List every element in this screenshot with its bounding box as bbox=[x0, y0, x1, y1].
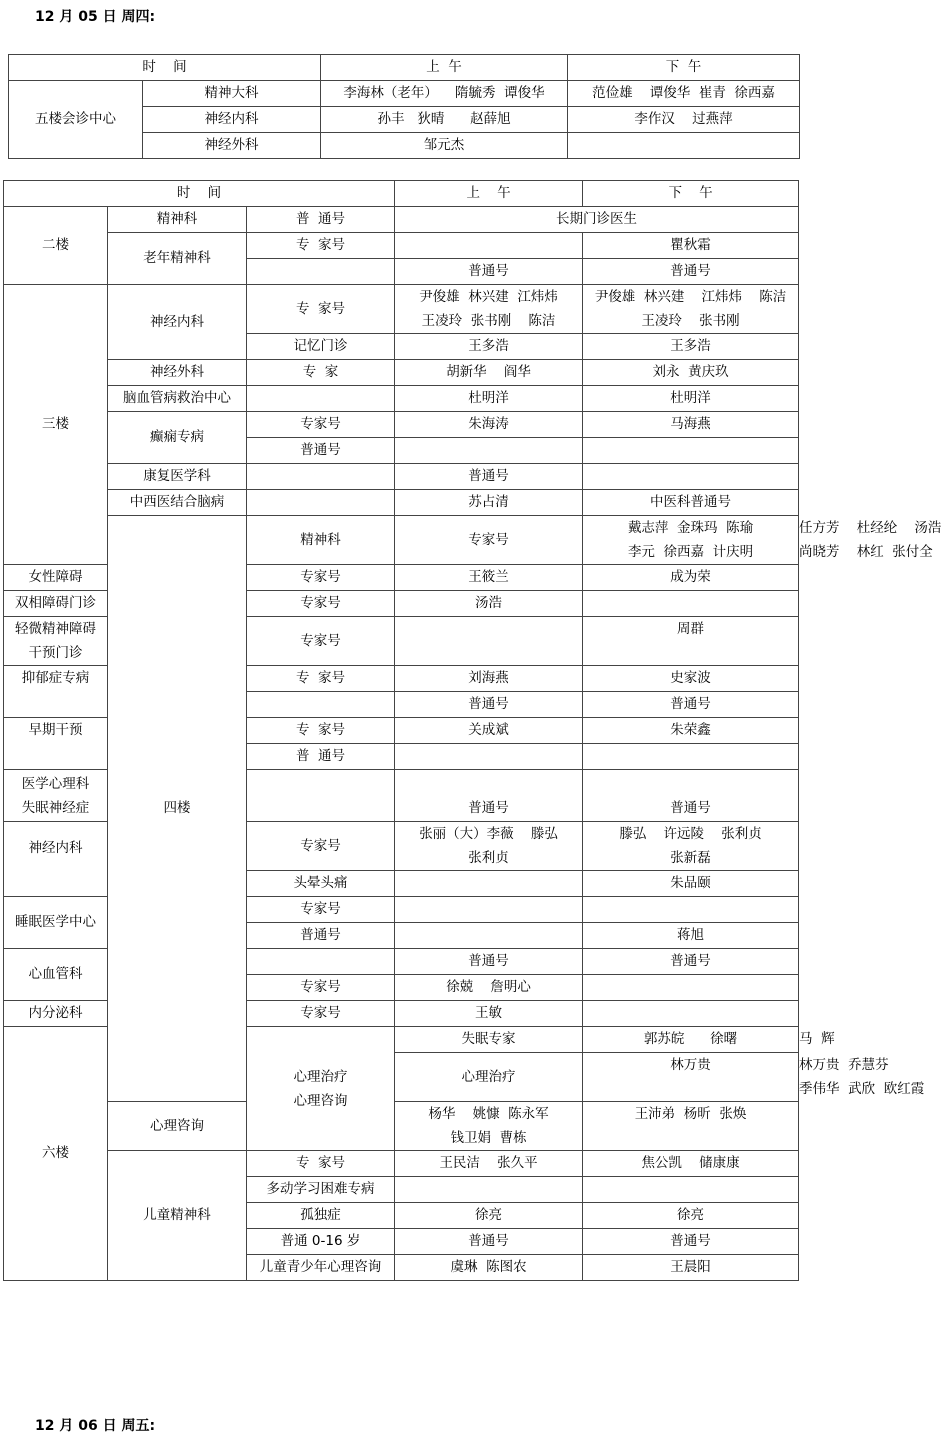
pm-cell bbox=[583, 897, 799, 923]
am-cell: 普通号 bbox=[395, 259, 583, 285]
pm-cell: 朱荣鑫 bbox=[583, 718, 799, 744]
am-cell: 邹元杰 bbox=[321, 133, 568, 159]
am-line: 戴志萍 金珠玛 陈瑜 bbox=[627, 520, 754, 536]
am-cell bbox=[583, 516, 799, 565]
dept-cell: 癫痫专病 bbox=[108, 412, 247, 464]
type-cell: 专家号 bbox=[247, 412, 395, 438]
pm-cell bbox=[583, 591, 799, 617]
dept-line: 心理咨询 bbox=[293, 1092, 348, 1109]
pm-cell: 史家波 bbox=[583, 666, 799, 692]
am-line: 尹俊雄 林兴建 江炜炜 bbox=[419, 289, 558, 305]
dept-cell: 早期干预 bbox=[4, 718, 108, 770]
pm-cell: 成为荣 bbox=[583, 565, 799, 591]
type-cell: 专 家号 bbox=[247, 1151, 395, 1177]
type-cell: 普 通号 bbox=[247, 744, 395, 770]
am-cell: 朱海涛 bbox=[395, 412, 583, 438]
am-cell: 郭苏皖 徐曙 bbox=[583, 1027, 799, 1053]
pm-cell bbox=[583, 744, 799, 770]
dept-cell: 心血管科 bbox=[4, 949, 108, 1001]
pm-cell: 普通号 bbox=[583, 1229, 799, 1255]
floor-label: 四楼 bbox=[108, 516, 247, 1102]
type-cell: 专家号 bbox=[247, 897, 395, 923]
am-cell: 苏占清 bbox=[395, 490, 583, 516]
type-cell: 专家号 bbox=[247, 617, 395, 666]
pm-cell: 蒋旭 bbox=[583, 923, 799, 949]
am-line: 李元 徐西嘉 计庆明 bbox=[627, 544, 754, 560]
dept-line: 医学心理科 bbox=[21, 775, 90, 792]
header-am: 上 午 bbox=[321, 55, 568, 81]
pm-cell: 王沛弟 杨昕 张焕 bbox=[583, 1102, 799, 1151]
dept-cell: 神经内科 bbox=[143, 107, 321, 133]
am-cell bbox=[395, 617, 583, 666]
pm-cell: 朱品颐 bbox=[583, 871, 799, 897]
am-cell: 普通号 bbox=[395, 770, 583, 822]
dept-cell: 神经外科 bbox=[108, 360, 247, 386]
type-cell: 专家号 bbox=[247, 822, 395, 871]
am-cell bbox=[395, 1177, 583, 1203]
floor-label: 六楼 bbox=[4, 1027, 108, 1281]
group-label: 五楼会诊中心 bbox=[9, 81, 143, 159]
pm-cell: 范俭雄 谭俊华 崔青 徐西嘉 bbox=[568, 81, 800, 107]
dept-cell: 老年精神科 bbox=[108, 233, 247, 285]
pm-cell bbox=[568, 133, 800, 159]
dept-cell: 女性障碍 bbox=[4, 565, 108, 591]
type-cell: 专家号 bbox=[247, 975, 395, 1001]
pm-cell: 王晨阳 bbox=[583, 1255, 799, 1281]
am-cell: 林万贵 bbox=[583, 1053, 799, 1102]
dept-line: 干预门诊 bbox=[28, 645, 83, 661]
pm-line: 王凌玲 张书刚 bbox=[641, 313, 740, 329]
am-cell: 王民洁 张久平 bbox=[395, 1151, 583, 1177]
dept-cell: 儿童精神科 bbox=[108, 1151, 247, 1281]
am-cell: 胡新华 阎华 bbox=[395, 360, 583, 386]
table-row bbox=[4, 360, 799, 386]
pm-cell: 焦公凯 储康康 bbox=[583, 1151, 799, 1177]
pm-cell bbox=[583, 822, 799, 871]
dept-cell: 睡眠医学中心 bbox=[4, 897, 108, 949]
am-line: 张利贞 bbox=[468, 850, 509, 866]
table-row bbox=[4, 464, 799, 490]
table-row bbox=[4, 207, 799, 233]
pm-cell: 刘永 黄庆玖 bbox=[583, 360, 799, 386]
am-cell bbox=[395, 1102, 583, 1151]
type-cell: 心理咨询 bbox=[108, 1102, 247, 1151]
pm-cell: 普通号 bbox=[583, 770, 799, 822]
am-cell: 徐亮 bbox=[395, 1203, 583, 1229]
pm-cell bbox=[583, 1001, 799, 1027]
dept-cell: 双相障碍门诊 bbox=[4, 591, 108, 617]
am-cell: 杜明洋 bbox=[395, 386, 583, 412]
dept-cell: 康复医学科 bbox=[108, 464, 247, 490]
am-cell: 普通号 bbox=[395, 1229, 583, 1255]
type-cell: 专家号 bbox=[395, 516, 583, 565]
table-row bbox=[4, 412, 799, 438]
am-cell: 普通号 bbox=[395, 949, 583, 975]
dept-cell: 精神大科 bbox=[143, 81, 321, 107]
outpatient-schedule-table bbox=[3, 180, 941, 1281]
dept-cell: 抑郁症专病 bbox=[4, 666, 108, 718]
type-cell bbox=[247, 949, 395, 975]
header-pm: 下 午 bbox=[583, 181, 799, 207]
am-cell: 王筱兰 bbox=[395, 565, 583, 591]
table-row bbox=[9, 81, 800, 107]
type-cell: 专家号 bbox=[247, 1001, 395, 1027]
am-cell bbox=[395, 897, 583, 923]
am-line: 王凌玲 张书刚 陈洁 bbox=[421, 313, 556, 329]
dept-cell: 精神科 bbox=[247, 516, 395, 565]
dept-line: 失眠神经症 bbox=[21, 799, 90, 816]
pm-cell: 普通号 bbox=[583, 949, 799, 975]
am-cell: 徐兢 詹明心 bbox=[395, 975, 583, 1001]
type-cell: 失眠专家 bbox=[395, 1027, 583, 1053]
table-header-row bbox=[4, 181, 799, 207]
am-cell: 普通号 bbox=[395, 692, 583, 718]
type-cell: 多动学习困难专病 bbox=[247, 1177, 395, 1203]
ampm-cell: 长期门诊医生 bbox=[395, 207, 799, 233]
am-cell: 刘海燕 bbox=[395, 666, 583, 692]
dept-cell: 神经内科 bbox=[108, 285, 247, 360]
floor-label: 二楼 bbox=[4, 207, 108, 285]
header-time: 时 间 bbox=[4, 181, 395, 207]
am-cell: 关成斌 bbox=[395, 718, 583, 744]
table-row bbox=[4, 233, 799, 259]
type-cell bbox=[247, 259, 395, 285]
type-cell: 专 家号 bbox=[247, 718, 395, 744]
type-cell bbox=[247, 692, 395, 718]
type-cell: 孤独症 bbox=[247, 1203, 395, 1229]
pm-cell: 普通号 bbox=[583, 692, 799, 718]
table-row bbox=[4, 285, 799, 334]
am-cell: 孙丰 狄晴 赵薛旭 bbox=[321, 107, 568, 133]
dept-line: 轻微精神障碍 bbox=[15, 621, 96, 637]
header-am: 上 午 bbox=[395, 181, 583, 207]
type-cell: 记忆门诊 bbox=[247, 334, 395, 360]
dept-cell bbox=[4, 617, 108, 666]
dept-cell: 中西医结合脑病 bbox=[108, 490, 247, 516]
pm-cell bbox=[583, 464, 799, 490]
am-cell: 汤浩 bbox=[395, 591, 583, 617]
floor-label: 三楼 bbox=[4, 285, 108, 565]
type-cell: 普通号 bbox=[247, 923, 395, 949]
pm-line: 尹俊雄 林兴建 江炜炜 陈洁 bbox=[594, 289, 787, 305]
dept-cell: 精神科 bbox=[108, 207, 247, 233]
pm-cell bbox=[583, 975, 799, 1001]
type-cell: 普通 0-16 岁 bbox=[247, 1229, 395, 1255]
am-cell: 李海林（老年） 隋毓秀 谭俊华 bbox=[321, 81, 568, 107]
type-cell: 专 家号 bbox=[247, 285, 395, 334]
type-cell bbox=[247, 464, 395, 490]
type-cell: 专 家 bbox=[247, 360, 395, 386]
am-line: 杨华 姚慷 陈永军 bbox=[428, 1106, 549, 1122]
am-line: 钱卫娟 曹栋 bbox=[450, 1130, 527, 1146]
type-cell: 专 家号 bbox=[247, 666, 395, 692]
pm-line: 张新磊 bbox=[670, 850, 711, 866]
type-cell: 专家号 bbox=[247, 591, 395, 617]
dept-cell: 神经内科 bbox=[4, 822, 108, 897]
am-cell: 王多浩 bbox=[395, 334, 583, 360]
table-row: 四楼 精神科 专家号 戴志萍 金珠玛 陈瑜 李元 徐西嘉 计庆明 任方芳 杜经纶 汤浩 尚晓芳 林红 张付全 bbox=[4, 516, 799, 565]
am-cell: 虞琳 陈图农 bbox=[395, 1255, 583, 1281]
am-cell bbox=[395, 822, 583, 871]
pm-line: 滕弘 许远陵 张利贞 bbox=[619, 826, 762, 842]
table-header-row bbox=[9, 55, 800, 81]
type-cell: 心理治疗 bbox=[395, 1053, 583, 1102]
dept-cell: 内分泌科 bbox=[4, 1001, 108, 1027]
header-time: 时 间 bbox=[9, 55, 321, 81]
pm-cell: 瞿秋霜 bbox=[583, 233, 799, 259]
table-row: 六楼 心理治疗 心理咨询 失眠专家 郭苏皖 徐曙 马 辉 bbox=[4, 1027, 799, 1053]
pm-cell: 马海燕 bbox=[583, 412, 799, 438]
type-cell: 头晕头痛 bbox=[247, 871, 395, 897]
type-cell bbox=[247, 386, 395, 412]
type-cell bbox=[247, 490, 395, 516]
type-cell bbox=[247, 770, 395, 822]
am-cell bbox=[395, 233, 583, 259]
pm-cell: 中医科普通号 bbox=[583, 490, 799, 516]
pm-cell: 李作汉 过燕萍 bbox=[568, 107, 800, 133]
dept-cell: 脑血管病救治中心 bbox=[108, 386, 247, 412]
am-cell bbox=[395, 285, 583, 334]
type-cell: 普 通号 bbox=[247, 207, 395, 233]
am-cell bbox=[395, 744, 583, 770]
am-cell bbox=[395, 923, 583, 949]
am-cell bbox=[395, 438, 583, 464]
table-row: 心理治疗 林万贵 林万贵 乔慧芬 季伟华 武欣 欧红霞 bbox=[4, 1053, 799, 1102]
pm-cell: 周群 bbox=[583, 617, 799, 666]
pm-cell: 王多浩 bbox=[583, 334, 799, 360]
type-cell: 普通号 bbox=[247, 438, 395, 464]
type-cell: 儿童青少年心理咨询 bbox=[247, 1255, 395, 1281]
pm-cell bbox=[583, 1177, 799, 1203]
date-heading-dec-05: 12 月 05 日 周四: bbox=[35, 9, 156, 25]
type-cell: 专家号 bbox=[247, 565, 395, 591]
table-row bbox=[4, 490, 799, 516]
pm-cell bbox=[583, 438, 799, 464]
dept-cell: 神经外科 bbox=[143, 133, 321, 159]
header-pm: 下 午 bbox=[568, 55, 800, 81]
am-line: 张丽（大）李薇 滕弘 bbox=[419, 826, 558, 842]
dept-cell bbox=[247, 1027, 395, 1151]
table-row bbox=[4, 1151, 799, 1177]
am-cell: 普通号 bbox=[395, 464, 583, 490]
date-heading-dec-06: 12 月 06 日 周五: bbox=[35, 1418, 156, 1434]
dept-cell bbox=[4, 770, 108, 822]
pm-cell: 杜明洋 bbox=[583, 386, 799, 412]
consultation-center-table bbox=[8, 54, 800, 159]
am-cell bbox=[395, 871, 583, 897]
pm-cell bbox=[583, 285, 799, 334]
table-row bbox=[4, 1102, 799, 1151]
table-row bbox=[4, 386, 799, 412]
pm-cell: 徐亮 bbox=[583, 1203, 799, 1229]
am-cell: 王敏 bbox=[395, 1001, 583, 1027]
pm-cell: 普通号 bbox=[583, 259, 799, 285]
type-cell: 专 家号 bbox=[247, 233, 395, 259]
dept-line: 心理治疗 bbox=[293, 1068, 348, 1085]
